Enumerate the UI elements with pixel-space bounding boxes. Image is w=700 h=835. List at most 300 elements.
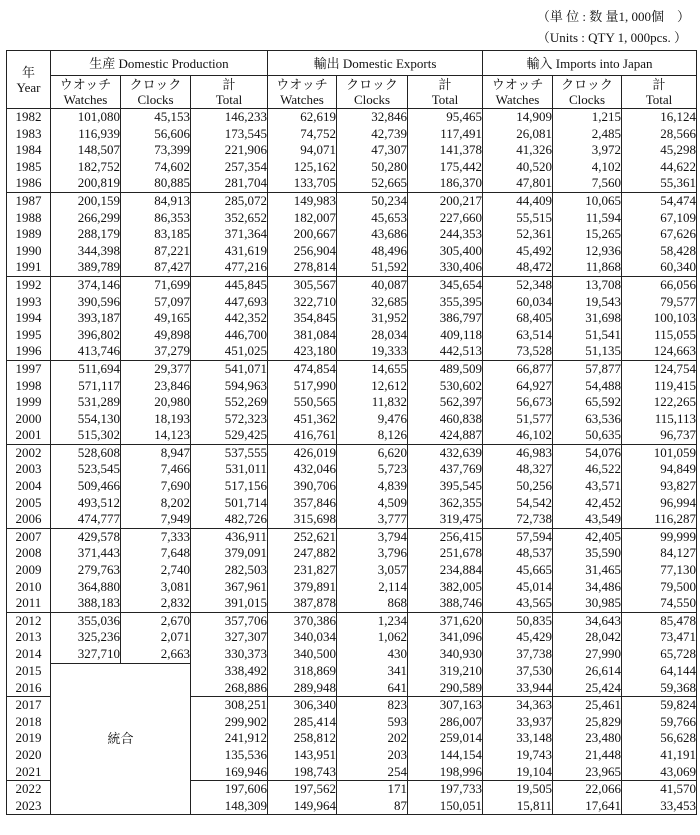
cell-exports-total: 442,513: [408, 343, 483, 360]
cell-production-total: 537,555: [191, 444, 268, 461]
subheader-en: Total: [431, 92, 459, 107]
cell-imports-total: 74,550: [622, 595, 697, 612]
cell-exports-clocks: 2,114: [337, 579, 408, 596]
cell-exports-watches: 550,565: [268, 394, 337, 411]
cell-exports-total: 244,353: [408, 226, 483, 243]
cell-production-watches: 344,398: [51, 243, 121, 260]
cell-exports-watches: 305,567: [268, 276, 337, 293]
cell-exports-clocks: 9,476: [337, 411, 408, 428]
cell-exports-clocks: 823: [337, 697, 408, 714]
cell-exports-total: 251,678: [408, 545, 483, 562]
cell-production-clocks: 7,333: [121, 528, 191, 545]
year-cell: 2012: [7, 612, 51, 629]
cell-exports-total: 305,400: [408, 243, 483, 260]
cell-imports-total: 54,474: [622, 192, 697, 209]
cell-exports-clocks: 1,062: [337, 629, 408, 646]
cell-exports-clocks: 11,832: [337, 394, 408, 411]
cell-imports-total: 77,130: [622, 562, 697, 579]
cell-exports-total: 319,475: [408, 511, 483, 528]
cell-imports-total: 55,361: [622, 175, 697, 192]
cell-imports-clocks: 23,480: [553, 730, 622, 747]
year-cell: 2005: [7, 495, 51, 512]
cell-production-watches: 116,939: [51, 126, 121, 143]
cell-production-clocks: 8,947: [121, 444, 191, 461]
cell-production-clocks: 45,153: [121, 109, 191, 126]
cell-production-watches: 474,777: [51, 511, 121, 528]
cell-production-clocks: 29,377: [121, 360, 191, 377]
table-row: [7, 243, 697, 260]
table-row: [7, 192, 697, 209]
cell-imports-clocks: 25,829: [553, 714, 622, 731]
cell-imports-watches: 68,405: [483, 310, 553, 327]
cell-imports-watches: 47,801: [483, 175, 553, 192]
year-cell: 1994: [7, 310, 51, 327]
year-cell: 2007: [7, 528, 51, 545]
cell-imports-total: 59,368: [622, 680, 697, 697]
year-cell: 2008: [7, 545, 51, 562]
cell-production-total: 241,912: [191, 730, 268, 747]
cell-production-watches: 371,443: [51, 545, 121, 562]
cell-imports-watches: 34,363: [483, 697, 553, 714]
cell-exports-total: 530,602: [408, 378, 483, 395]
cell-imports-total: 101,059: [622, 444, 697, 461]
cell-imports-total: 58,428: [622, 243, 697, 260]
cell-exports-watches: 200,667: [268, 226, 337, 243]
year-cell: 1989: [7, 226, 51, 243]
cell-exports-clocks: 87: [337, 798, 408, 815]
cell-exports-total: 388,746: [408, 595, 483, 612]
cell-imports-total: 41,570: [622, 781, 697, 798]
cell-exports-watches: 62,619: [268, 109, 337, 126]
cell-exports-watches: 149,964: [268, 798, 337, 815]
cell-imports-watches: 45,429: [483, 629, 553, 646]
cell-production-watches: 288,179: [51, 226, 121, 243]
cell-imports-watches: 48,472: [483, 259, 553, 276]
cell-exports-watches: 432,046: [268, 461, 337, 478]
cell-imports-watches: 52,361: [483, 226, 553, 243]
cell-exports-total: 424,887: [408, 427, 483, 444]
cell-imports-watches: 45,014: [483, 579, 553, 596]
cell-exports-watches: 354,845: [268, 310, 337, 327]
subheader-exports-watches: [268, 76, 337, 109]
cell-imports-total: 66,056: [622, 276, 697, 293]
cell-exports-total: 290,589: [408, 680, 483, 697]
cell-production-clocks: 73,399: [121, 142, 191, 159]
cell-exports-clocks: 32,846: [337, 109, 408, 126]
year-cell: 1986: [7, 175, 51, 192]
cell-production-total: 169,946: [191, 764, 268, 781]
year-cell: 1992: [7, 276, 51, 293]
cell-production-clocks: 49,898: [121, 327, 191, 344]
cell-production-watches: 279,763: [51, 562, 121, 579]
cell-production-watches: 531,289: [51, 394, 121, 411]
cell-production-clocks: 80,885: [121, 175, 191, 192]
cell-production-total: 357,706: [191, 612, 268, 629]
cell-production-clocks: 3,081: [121, 579, 191, 596]
cell-exports-clocks: 202: [337, 730, 408, 747]
table-row: [7, 478, 697, 495]
cell-production-watches: 509,466: [51, 478, 121, 495]
cell-imports-watches: 52,348: [483, 276, 553, 293]
cell-imports-watches: 33,944: [483, 680, 553, 697]
cell-production-watches: 200,159: [51, 192, 121, 209]
subheader-en: Clocks: [568, 92, 606, 107]
cell-imports-clocks: 31,465: [553, 562, 622, 579]
cell-production-total: 257,354: [191, 159, 268, 176]
cell-imports-total: 119,415: [622, 378, 697, 395]
cell-exports-clocks: 40,087: [337, 276, 408, 293]
year-cell: 2010: [7, 579, 51, 596]
cell-exports-clocks: 14,655: [337, 360, 408, 377]
cell-production-clocks: 14,123: [121, 427, 191, 444]
subheader-production-watches: [51, 76, 121, 109]
year-cell: 1987: [7, 192, 51, 209]
cell-imports-clocks: 15,265: [553, 226, 622, 243]
cell-exports-total: 432,639: [408, 444, 483, 461]
cell-production-watches: 355,036: [51, 612, 121, 629]
cell-exports-total: 409,118: [408, 327, 483, 344]
group-header-production: 生産 Domestic Production: [51, 51, 268, 76]
cell-production-watches: 413,746: [51, 343, 121, 360]
year-cell: 2020: [7, 747, 51, 764]
cell-exports-total: 95,465: [408, 109, 483, 126]
table-row: [7, 444, 697, 461]
cell-imports-total: 100,103: [622, 310, 697, 327]
cell-production-watches: 388,183: [51, 595, 121, 612]
cell-imports-total: 67,109: [622, 210, 697, 227]
cell-exports-watches: 125,162: [268, 159, 337, 176]
subheader-en: Total: [645, 92, 673, 107]
table-row: [7, 142, 697, 159]
cell-imports-clocks: 28,042: [553, 629, 622, 646]
cell-imports-total: 94,849: [622, 461, 697, 478]
cell-exports-watches: 133,705: [268, 175, 337, 192]
cell-exports-total: 150,051: [408, 798, 483, 815]
cell-production-clocks: 2,670: [121, 612, 191, 629]
cell-imports-total: 93,827: [622, 478, 697, 495]
cell-imports-clocks: 2,485: [553, 126, 622, 143]
cell-exports-total: 198,996: [408, 764, 483, 781]
subheader-en: Watches: [495, 92, 540, 107]
cell-production-clocks: 7,648: [121, 545, 191, 562]
cell-production-total: 391,015: [191, 595, 268, 612]
cell-exports-watches: 256,904: [268, 243, 337, 260]
cell-imports-clocks: 63,536: [553, 411, 622, 428]
cell-exports-watches: 182,007: [268, 210, 337, 227]
cell-exports-total: 259,014: [408, 730, 483, 747]
year-cell: 2003: [7, 461, 51, 478]
cell-production-total: 173,545: [191, 126, 268, 143]
cell-exports-watches: 370,386: [268, 612, 337, 629]
cell-production-watches: 429,578: [51, 528, 121, 545]
cell-imports-watches: 41,326: [483, 142, 553, 159]
table-row: [7, 427, 697, 444]
cell-imports-watches: 60,034: [483, 294, 553, 311]
cell-production-total: 285,072: [191, 192, 268, 209]
cell-production-watches: 493,512: [51, 495, 121, 512]
cell-exports-clocks: 19,333: [337, 343, 408, 360]
cell-exports-clocks: 43,686: [337, 226, 408, 243]
cell-production-total: 442,352: [191, 310, 268, 327]
cell-imports-total: 99,999: [622, 528, 697, 545]
cell-exports-clocks: 32,685: [337, 294, 408, 311]
table-row: [7, 528, 697, 545]
cell-imports-clocks: 30,985: [553, 595, 622, 612]
year-cell: 1995: [7, 327, 51, 344]
cell-exports-clocks: 593: [337, 714, 408, 731]
cell-exports-total: 395,545: [408, 478, 483, 495]
table-row: [7, 595, 697, 612]
table-row: [7, 276, 697, 293]
cell-imports-total: 122,265: [622, 394, 697, 411]
year-cell: 2004: [7, 478, 51, 495]
table-row: [7, 210, 697, 227]
cell-imports-total: 33,453: [622, 798, 697, 815]
cell-production-total: 572,323: [191, 411, 268, 428]
subheader-en: Clocks: [353, 92, 391, 107]
cell-imports-clocks: 26,614: [553, 663, 622, 680]
table-row: [7, 109, 697, 126]
cell-imports-clocks: 42,405: [553, 528, 622, 545]
cell-exports-clocks: 42,739: [337, 126, 408, 143]
table-row: [7, 562, 697, 579]
cell-imports-watches: 19,104: [483, 764, 553, 781]
cell-production-total: 477,216: [191, 259, 268, 276]
cell-production-watches: 182,752: [51, 159, 121, 176]
table-row: [7, 579, 697, 596]
cell-imports-watches: 43,565: [483, 595, 553, 612]
cell-imports-watches: 54,542: [483, 495, 553, 512]
table-body: [7, 109, 697, 815]
table-row: [7, 411, 697, 428]
cell-production-clocks: 7,949: [121, 511, 191, 528]
cell-imports-watches: 66,877: [483, 360, 553, 377]
cell-imports-total: 45,298: [622, 142, 697, 159]
cell-imports-watches: 19,743: [483, 747, 553, 764]
cell-exports-clocks: 6,620: [337, 444, 408, 461]
cell-exports-watches: 381,084: [268, 327, 337, 344]
cell-imports-total: 67,626: [622, 226, 697, 243]
cell-imports-clocks: 25,461: [553, 697, 622, 714]
cell-exports-clocks: 50,280: [337, 159, 408, 176]
cell-imports-watches: 45,492: [483, 243, 553, 260]
year-cell: 1993: [7, 294, 51, 311]
cell-exports-clocks: 3,057: [337, 562, 408, 579]
cell-imports-total: 116,287: [622, 511, 697, 528]
cell-exports-watches: 94,071: [268, 142, 337, 159]
cell-production-total: 436,911: [191, 528, 268, 545]
cell-exports-total: 175,442: [408, 159, 483, 176]
cell-imports-watches: 51,577: [483, 411, 553, 428]
cell-production-total: 594,963: [191, 378, 268, 395]
year-cell: 2013: [7, 629, 51, 646]
cell-exports-watches: 149,983: [268, 192, 337, 209]
cell-exports-total: 319,210: [408, 663, 483, 680]
subheader-jp: クロック: [129, 77, 182, 92]
cell-exports-total: 460,838: [408, 411, 483, 428]
table-row: [7, 259, 697, 276]
cell-exports-clocks: 341: [337, 663, 408, 680]
cell-imports-clocks: 1,215: [553, 109, 622, 126]
cell-exports-total: 355,395: [408, 294, 483, 311]
subheader-jp: クロック: [561, 77, 613, 92]
cell-production-total: 308,251: [191, 697, 268, 714]
cell-imports-total: 96,994: [622, 495, 697, 512]
cell-exports-clocks: 3,777: [337, 511, 408, 528]
cell-imports-clocks: 4,102: [553, 159, 622, 176]
cell-production-total: 327,307: [191, 629, 268, 646]
table-row: [7, 159, 697, 176]
subheader-jp: 計: [222, 77, 236, 92]
cell-production-watches: 364,880: [51, 579, 121, 596]
group-header-exports: 輸出 Domestic Exports: [268, 51, 483, 76]
year-cell: 2019: [7, 730, 51, 747]
cell-production-total: 268,886: [191, 680, 268, 697]
cell-production-watches: 390,596: [51, 294, 121, 311]
subheader-en: Watches: [63, 92, 108, 107]
cell-production-clocks: 18,193: [121, 411, 191, 428]
cell-imports-total: 59,766: [622, 714, 697, 731]
cell-imports-total: 56,628: [622, 730, 697, 747]
cell-production-watches: 327,710: [51, 646, 121, 663]
cell-imports-watches: 57,594: [483, 528, 553, 545]
cell-imports-clocks: 35,590: [553, 545, 622, 562]
cell-production-clocks: 87,221: [121, 243, 191, 260]
cell-production-watches: 528,608: [51, 444, 121, 461]
table-row: [7, 461, 697, 478]
cell-exports-clocks: 4,509: [337, 495, 408, 512]
year-cell: 2023: [7, 798, 51, 815]
cell-imports-clocks: 10,065: [553, 192, 622, 209]
cell-exports-watches: 252,621: [268, 528, 337, 545]
cell-imports-clocks: 34,643: [553, 612, 622, 629]
table-row: [7, 175, 697, 192]
watch-clock-statistics-table: [6, 50, 697, 815]
cell-imports-total: 44,622: [622, 159, 697, 176]
subheader-exports-clocks: [337, 76, 408, 109]
subheader-en: Watches: [280, 92, 324, 107]
cell-imports-total: 85,478: [622, 612, 697, 629]
table-row: [7, 495, 697, 512]
subheader-jp: ウオッチ: [491, 77, 544, 92]
cell-production-clocks: 74,602: [121, 159, 191, 176]
cell-production-total: 281,704: [191, 175, 268, 192]
cell-exports-watches: 231,827: [268, 562, 337, 579]
cell-production-total: 431,619: [191, 243, 268, 260]
cell-exports-total: 340,930: [408, 646, 483, 663]
subheader-jp: 計: [438, 77, 452, 92]
cell-production-total: 447,693: [191, 294, 268, 311]
cell-production-clocks: 2,663: [121, 646, 191, 663]
subheader-en: Clocks: [137, 92, 174, 107]
table-row: [7, 126, 697, 143]
cell-exports-watches: 340,034: [268, 629, 337, 646]
cell-imports-clocks: 31,698: [553, 310, 622, 327]
cell-exports-watches: 258,812: [268, 730, 337, 747]
cell-imports-clocks: 19,543: [553, 294, 622, 311]
cell-imports-total: 41,191: [622, 747, 697, 764]
cell-exports-clocks: 8,126: [337, 427, 408, 444]
cell-production-total: 552,269: [191, 394, 268, 411]
cell-imports-clocks: 3,972: [553, 142, 622, 159]
cell-imports-total: 73,471: [622, 629, 697, 646]
year-header-jp: 年: [21, 64, 35, 80]
cell-production-watches: 101,080: [51, 109, 121, 126]
cell-exports-watches: 322,710: [268, 294, 337, 311]
cell-imports-total: 79,577: [622, 294, 697, 311]
cell-production-total: 148,309: [191, 798, 268, 815]
cell-imports-clocks: 7,560: [553, 175, 622, 192]
cell-production-total: 146,233: [191, 109, 268, 126]
cell-exports-total: 562,397: [408, 394, 483, 411]
year-cell: 1988: [7, 210, 51, 227]
cell-production-clocks: 7,466: [121, 461, 191, 478]
table-row: [7, 343, 697, 360]
cell-imports-watches: 44,409: [483, 192, 553, 209]
table-row: [7, 378, 697, 395]
cell-imports-total: 65,728: [622, 646, 697, 663]
cell-production-watches: 200,819: [51, 175, 121, 192]
cell-exports-clocks: 47,307: [337, 142, 408, 159]
cell-exports-watches: 426,019: [268, 444, 337, 461]
cell-exports-total: 437,769: [408, 461, 483, 478]
subheader-jp: クロック: [346, 77, 398, 92]
cell-exports-total: 330,406: [408, 259, 483, 276]
table-row: [7, 646, 697, 663]
cell-imports-total: 16,124: [622, 109, 697, 126]
cell-exports-clocks: 171: [337, 781, 408, 798]
cell-exports-total: 117,491: [408, 126, 483, 143]
cell-imports-clocks: 42,452: [553, 495, 622, 512]
table-row: [7, 310, 697, 327]
cell-imports-watches: 19,505: [483, 781, 553, 798]
cell-production-watches: 389,789: [51, 259, 121, 276]
cell-production-watches: 374,146: [51, 276, 121, 293]
cell-production-clocks: 49,165: [121, 310, 191, 327]
cell-imports-watches: 37,738: [483, 646, 553, 663]
cell-exports-total: 234,884: [408, 562, 483, 579]
cell-exports-clocks: 3,794: [337, 528, 408, 545]
cell-exports-watches: 315,698: [268, 511, 337, 528]
cell-production-watches: 571,117: [51, 378, 121, 395]
year-cell: 1999: [7, 394, 51, 411]
cell-exports-watches: 387,878: [268, 595, 337, 612]
year-cell: 2016: [7, 680, 51, 697]
cell-exports-watches: 451,362: [268, 411, 337, 428]
cell-imports-watches: 55,515: [483, 210, 553, 227]
cell-exports-clocks: 3,796: [337, 545, 408, 562]
cell-imports-clocks: 13,708: [553, 276, 622, 293]
cell-imports-watches: 50,835: [483, 612, 553, 629]
cell-exports-total: 307,163: [408, 697, 483, 714]
cell-imports-clocks: 54,488: [553, 378, 622, 395]
cell-production-total: 352,652: [191, 210, 268, 227]
cell-production-clocks: 7,690: [121, 478, 191, 495]
cell-imports-total: 43,069: [622, 764, 697, 781]
year-cell: 2018: [7, 714, 51, 731]
cell-imports-watches: 37,530: [483, 663, 553, 680]
year-cell: 1984: [7, 142, 51, 159]
cell-exports-total: 489,509: [408, 360, 483, 377]
cell-imports-total: 115,113: [622, 411, 697, 428]
cell-exports-total: 341,096: [408, 629, 483, 646]
cell-imports-clocks: 43,549: [553, 511, 622, 528]
cell-imports-clocks: 21,448: [553, 747, 622, 764]
cell-exports-watches: 74,752: [268, 126, 337, 143]
cell-exports-total: 144,154: [408, 747, 483, 764]
cell-exports-total: 197,733: [408, 781, 483, 798]
cell-exports-watches: 357,846: [268, 495, 337, 512]
